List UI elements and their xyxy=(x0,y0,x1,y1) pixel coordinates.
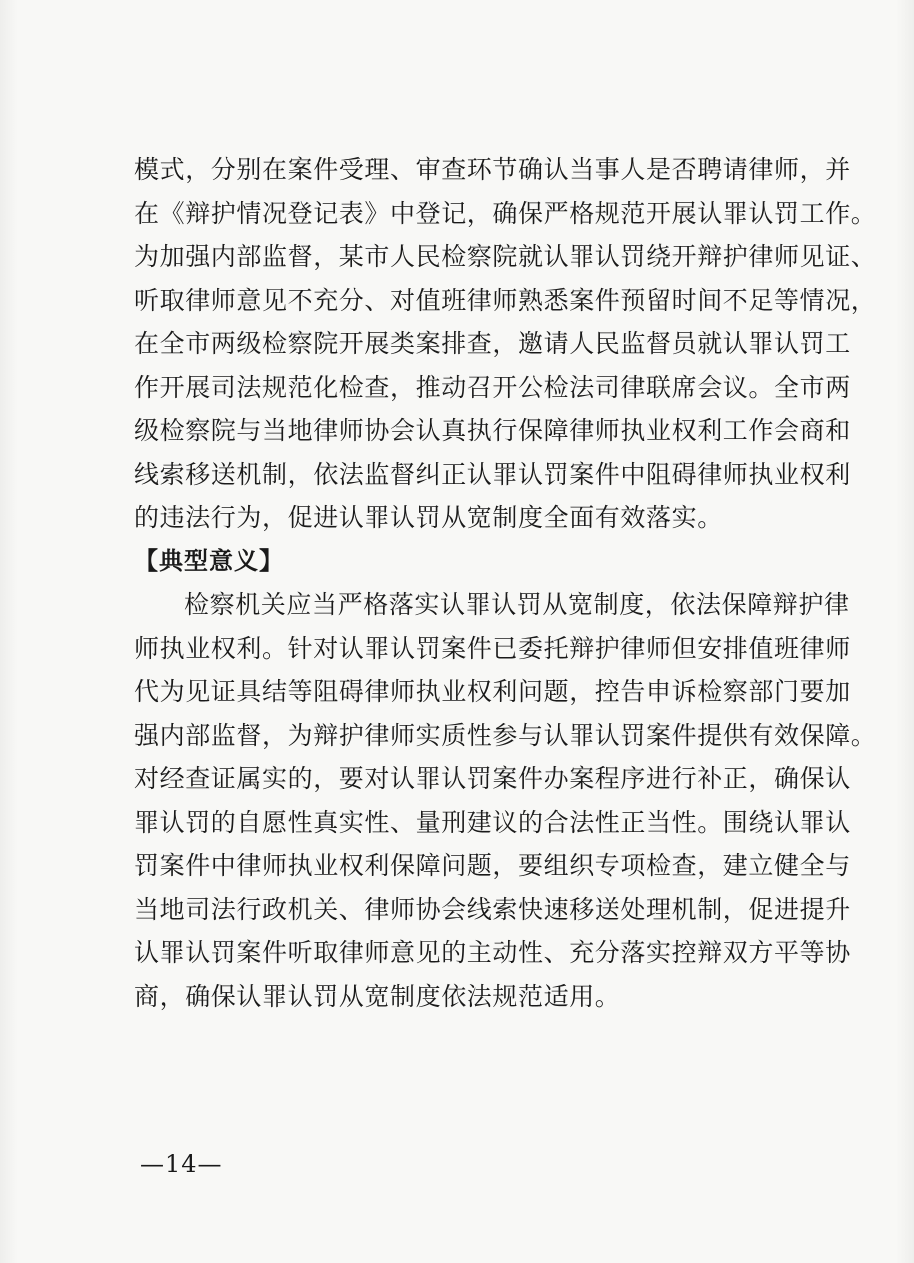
text-line: 商，确保认罪认罚从宽制度依法规范适用。 xyxy=(134,981,621,1011)
text-line: 代为见证具结等阻碍律师执业权利问题，控告申诉检察部门要加 xyxy=(134,677,851,706)
text-line: 线索移送机制，依法监督纠正认罪认罚案件中阻碍律师执业权利 xyxy=(134,459,851,489)
document-body xyxy=(134,148,877,1018)
text-line: 作开展司法规范化检查，推动召开公检法司律联席会议。全市两 xyxy=(134,372,851,402)
text-line: 罪认罚的自愿性真实性、量刑建议的合法性正当性。围绕认罪认 xyxy=(134,807,851,837)
text-line: 模式，分别在案件受理、审查环节确认当事人是否聘请律师，并 xyxy=(134,155,851,184)
text-line: 当地司法行政机关、律师协会线索快速移送处理机制，促进提升 xyxy=(134,894,851,924)
text-line: 为加强内部监督，某市人民检察院就认罪认罚绕开辩护律师见证、 xyxy=(134,242,877,271)
section-heading: 【典型意义】 xyxy=(134,546,284,575)
text-line: 在全市两级检察院开展类案排查，邀请人民监督员就认罪认罚工 xyxy=(134,329,851,358)
text-line: 强内部监督，为辩护律师实质性参与认罪认罚案件提供有效保障。 xyxy=(134,720,877,750)
text-line: 检察机关应当严格落实认罪认罚从宽制度，依法保障辩护律 xyxy=(184,590,850,619)
text-line: 师执业权利。针对认罪认罚案件已委托辩护律师但安排值班律师 xyxy=(134,633,851,663)
text-line: 罚案件中律师执业权利保障问题，要组织专项检查，建立健全与 xyxy=(134,851,851,880)
page-number: —14— xyxy=(140,1150,223,1178)
text-line: 级检察院与当地律师协会认真执行保障律师执业权利工作会商和 xyxy=(134,416,851,445)
text-line: 听取律师意见不充分、对值班律师熟悉案件预留时间不足等情况， xyxy=(134,285,877,315)
text-line: 在《辩护情况登记表》中登记，确保严格规范开展认罪认罚工作。 xyxy=(134,198,877,228)
text-line: 的违法行为，促进认罪认罚从宽制度全面有效落实。 xyxy=(134,503,723,532)
text-line: 对经查证属实的，要对认罪认罚案件办案程序进行补正，确保认 xyxy=(134,764,851,793)
text-line: 认罪认罚案件听取律师意见的主动性、充分落实控辩双方平等协 xyxy=(134,938,851,967)
